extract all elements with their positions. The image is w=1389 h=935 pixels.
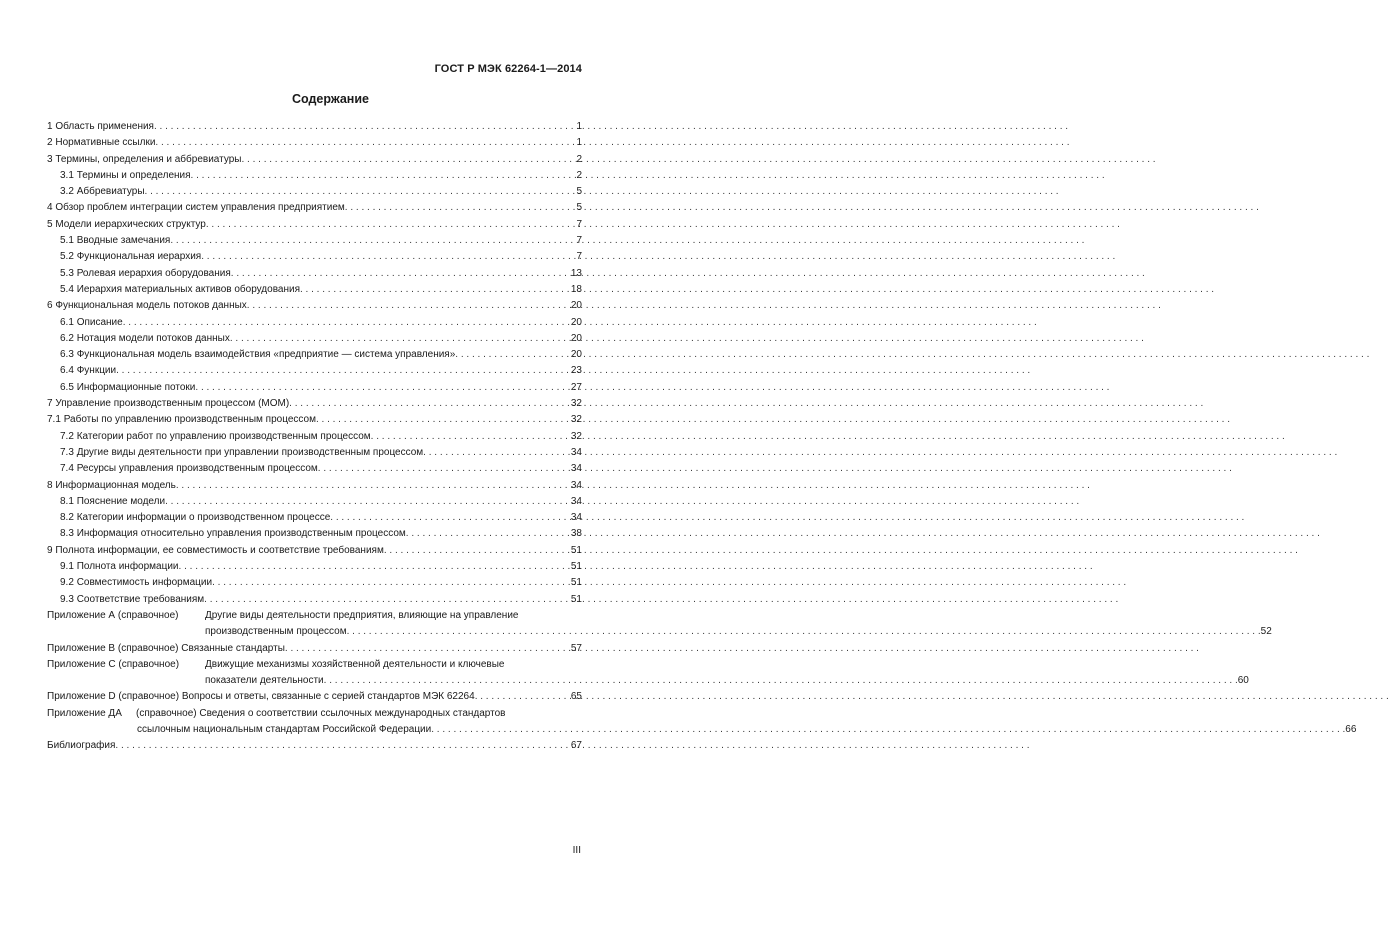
toc-number: 8.3 — [60, 528, 74, 540]
toc-number: 7 — [47, 398, 53, 410]
toc-page: 32 — [570, 414, 582, 426]
toc-entry[interactable] — [47, 315, 582, 331]
toc-title: Ролевая иерархия оборудования — [76, 267, 231, 279]
toc-number: 3.2 — [60, 186, 74, 198]
toc-page: 7 — [576, 235, 582, 247]
appendix-label: Приложение В (справочное) — [47, 642, 179, 654]
toc-title: Модели иерархических структур — [55, 218, 206, 230]
appendix-label: Приложение ДА — [47, 707, 122, 719]
toc-page: 32 — [570, 398, 582, 410]
appendix-title: Другие виды деятельности предприятия, влияющие на управление — [205, 609, 519, 621]
toc-title: Пояснение модели — [76, 495, 166, 507]
toc-number: 5.1 — [60, 235, 74, 247]
toc-title: Информационная модель — [55, 479, 176, 491]
toc-title: Описание — [76, 316, 123, 328]
toc-entry[interactable] — [47, 200, 582, 216]
toc-number: 6 — [47, 300, 53, 312]
toc-page: 57 — [570, 642, 582, 654]
toc-page: 51 — [570, 544, 582, 556]
toc-number: 6.2 — [60, 332, 74, 344]
appendix-title: Вопросы и ответы, связанные с серией стандартов МЭК 62264 — [181, 691, 475, 703]
toc-entry[interactable] — [47, 135, 582, 151]
toc-number: 3 — [47, 153, 53, 165]
toc-entry[interactable] — [47, 282, 582, 298]
appendix-title: Связанные стандарты — [181, 642, 285, 654]
toc-number: 4 — [47, 202, 53, 214]
toc-entry[interactable] — [47, 298, 582, 314]
toc-title: Ресурсы управления производственным процессом — [76, 463, 318, 475]
toc-appendix-b[interactable] — [47, 641, 582, 657]
toc-title: Другие виды деятельности при управлении производственным процессом — [76, 446, 424, 458]
toc-title: Полнота информации, ее совместимость и соответствие требованиям — [55, 544, 384, 556]
toc-entry[interactable] — [47, 494, 582, 510]
toc-page: 1 — [576, 121, 582, 132]
toc-appendix-da[interactable] — [47, 706, 1357, 739]
toc-entry[interactable] — [47, 331, 582, 347]
toc-number: 5 — [47, 218, 53, 230]
toc-entry[interactable] — [47, 184, 582, 200]
toc-title: Работы по управлению производственным процессом — [63, 414, 316, 426]
toc-page: 32 — [570, 430, 582, 442]
toc-entry[interactable] — [47, 363, 582, 379]
toc-number: 5.4 — [60, 283, 74, 295]
toc-number: 6.5 — [60, 381, 74, 393]
toc-page: 52 — [1260, 626, 1272, 638]
toc-page: 20 — [570, 316, 582, 328]
toc-title: Термины, определения и аббревиатуры — [55, 153, 242, 165]
toc-title: Нотация модели потоков данных — [76, 332, 230, 344]
toc-number: 5.3 — [60, 267, 74, 279]
appendix-title: (справочное) Сведения о соответствии ссылочных международных стандартов — [136, 707, 506, 719]
toc-entry[interactable] — [47, 266, 582, 282]
toc-page: 51 — [570, 561, 582, 573]
toc-number: 3.1 — [60, 169, 74, 181]
toc-entry[interactable] — [47, 168, 582, 184]
toc-title: Нормативные ссылки — [55, 137, 156, 149]
toc-entry[interactable] — [47, 347, 582, 363]
toc-entry[interactable] — [47, 445, 582, 461]
toc-title: Совместимость информации — [76, 577, 213, 589]
toc-number: 8.2 — [60, 512, 74, 524]
toc-entry[interactable] — [47, 412, 582, 428]
document-header: ГОСТ Р МЭК 62264-1—2014 — [434, 63, 582, 75]
appendix-label: Приложение D (справочное) — [47, 691, 180, 703]
toc-page: 7 — [576, 218, 582, 230]
toc-entry[interactable] — [47, 478, 582, 494]
page-title: Содержание — [291, 92, 369, 106]
toc-entry[interactable] — [47, 510, 582, 526]
toc-entry[interactable] — [47, 217, 582, 233]
toc-appendix-a[interactable] — [47, 608, 1272, 641]
toc-title: Функциональная модель потоков данных — [55, 300, 247, 312]
toc-page: 20 — [570, 349, 582, 361]
toc-page: 1 — [576, 137, 582, 149]
toc-entry[interactable] — [47, 429, 582, 445]
toc-title: Функциональная иерархия — [76, 251, 202, 263]
toc-number: 9.3 — [60, 593, 74, 605]
toc-page: 20 — [570, 332, 582, 344]
toc-entry[interactable] — [47, 526, 582, 542]
toc-number: 5.2 — [60, 251, 74, 263]
toc-page: 51 — [570, 577, 582, 589]
toc-number: 6.4 — [60, 365, 74, 377]
toc-entry[interactable] — [47, 152, 582, 168]
toc-page: 34 — [570, 446, 582, 458]
toc-page: 18 — [570, 283, 582, 295]
toc-title: Управление производственным процессом (МОМ) — [55, 398, 290, 410]
toc-title: Категории информации о производственном процессе — [76, 512, 331, 524]
toc-appendix-d[interactable] — [47, 689, 582, 705]
toc-title: Область применения — [55, 121, 154, 132]
toc-entry[interactable] — [47, 380, 582, 396]
toc-title: Функции — [76, 365, 117, 377]
toc-entry[interactable] — [47, 249, 582, 265]
toc-entry[interactable] — [47, 461, 582, 477]
toc-number: 1 — [47, 121, 53, 132]
toc-page: 5 — [576, 202, 582, 214]
toc-page: 34 — [570, 463, 582, 475]
toc-page: 34 — [570, 495, 582, 507]
toc-entry[interactable] — [47, 559, 582, 575]
toc-entry[interactable] — [47, 119, 582, 135]
toc-number: 8 — [47, 479, 53, 491]
toc-page: 60 — [1237, 675, 1249, 687]
appendix-title-cont: показатели деятельности — [205, 675, 324, 687]
toc-title: Полнота информации — [76, 561, 179, 573]
toc-number: 9.2 — [60, 577, 74, 589]
table-of-contents — [47, 119, 1357, 755]
toc-title: Информационные потоки — [76, 381, 196, 393]
appendix-label: Приложение С (справочное) — [47, 658, 180, 670]
toc-page: 38 — [570, 528, 582, 540]
appendix-title-cont: производственным процессом — [205, 626, 347, 638]
toc-page: 27 — [570, 381, 582, 393]
toc-title: Соответствие требованиям — [76, 593, 205, 605]
page-number: III — [572, 845, 581, 856]
toc-appendix-c[interactable] — [47, 657, 1249, 690]
toc-page: 34 — [570, 512, 582, 524]
toc-number: 6.1 — [60, 316, 74, 328]
toc-title: Обзор проблем интеграции систем управления предприятием — [55, 202, 345, 214]
toc-title: Категории работ по управлению производственным процессом — [76, 430, 371, 442]
toc-entry[interactable] — [47, 575, 582, 591]
toc-page: 66 — [1345, 723, 1357, 735]
toc-number: 2 — [47, 137, 53, 149]
toc-entry[interactable] — [47, 233, 582, 249]
toc-number: 6.3 — [60, 349, 74, 361]
toc-title: Информация относительно управления производственным процессом — [76, 528, 406, 540]
appendix-label: Приложение А (справочное) — [47, 609, 179, 621]
toc-title: Термины и определения — [76, 169, 191, 181]
toc-page: 67 — [570, 740, 582, 752]
toc-title: Иерархия материальных активов оборудования — [76, 283, 300, 295]
toc-number: 8.1 — [60, 495, 74, 507]
toc-page: 5 — [576, 186, 582, 198]
toc-page: 34 — [570, 479, 582, 491]
toc-page: 2 — [576, 153, 582, 165]
toc-number: 7.4 — [60, 463, 74, 475]
toc-number: 7.1 — [47, 414, 61, 426]
toc-number: 9 — [47, 544, 53, 556]
toc-page: 65 — [570, 691, 582, 703]
toc-title: Аббревиатуры — [76, 186, 145, 198]
toc-page: 23 — [570, 365, 582, 377]
toc-title: Вводные замечания — [76, 235, 171, 247]
toc-page: 20 — [570, 300, 582, 312]
toc-entry[interactable] — [47, 396, 582, 412]
appendix-title: Движущие механизмы хозяйственной деятельности и ключевые — [205, 658, 505, 670]
toc-bibliography[interactable] — [47, 738, 582, 754]
toc-number: 7.3 — [60, 446, 74, 458]
toc-title: Функциональная модель взаимодействия «предприятие — система управления» — [76, 349, 456, 361]
toc-page: 51 — [570, 593, 582, 605]
toc-number: 9.1 — [60, 561, 74, 573]
toc-page: 13 — [570, 267, 582, 279]
toc-title: Библиография — [47, 740, 116, 752]
appendix-title-cont: ссылочным национальным стандартам Российской Федерации — [137, 723, 432, 735]
toc-page: 7 — [576, 251, 582, 263]
toc-number: 7.2 — [60, 430, 74, 442]
toc-page: 2 — [576, 169, 582, 181]
toc-entry[interactable] — [47, 592, 582, 608]
toc-entry[interactable] — [47, 543, 582, 559]
